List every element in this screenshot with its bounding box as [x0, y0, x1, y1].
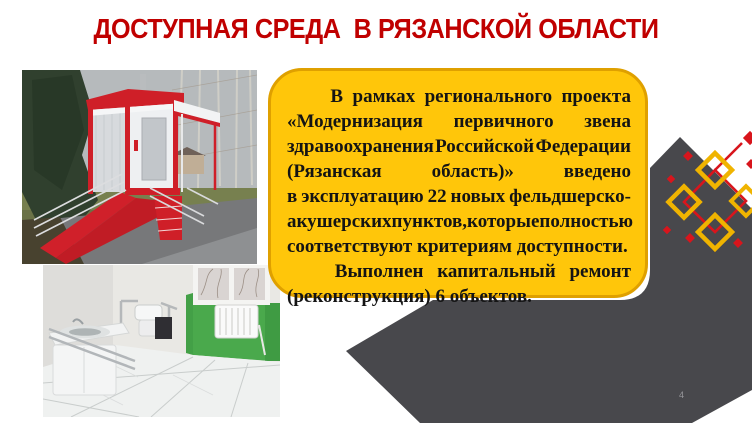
- slide-title: ДОСТУПНАЯ СРЕДА В РЯЗАНСКОЙ ОБЛАСТИ: [93, 13, 659, 44]
- textbox-line: здравоохранения Российской Федерации: [287, 136, 631, 157]
- window: [193, 265, 270, 305]
- textbox-line: (реконструкция) 6 объектов.: [287, 286, 532, 307]
- textbox-line: (Рязанская область)» введено: [287, 161, 631, 182]
- waste-bin: [155, 317, 172, 339]
- fap-exterior-photo: [22, 70, 257, 264]
- textbox-line: В рамках регионального проекта: [330, 86, 631, 107]
- project-textbox: [268, 68, 648, 307]
- textbox-line: соответствуют критериям доступности.: [287, 236, 628, 257]
- textbox-line: Выполнен капитальный ремонт: [334, 261, 631, 282]
- textbox-line: акушерских пунктов, которые полностью: [287, 211, 634, 232]
- page-number: 4: [679, 390, 685, 400]
- textbox-line: «Модернизация первичного звена: [287, 111, 631, 132]
- textbox-line: в эксплуатацию 22 новых фельдшерско-: [287, 186, 631, 207]
- accessible-room-illustration: [43, 265, 280, 417]
- fap-exterior-illustration: [22, 70, 257, 264]
- accessible-room-photo: [43, 265, 280, 417]
